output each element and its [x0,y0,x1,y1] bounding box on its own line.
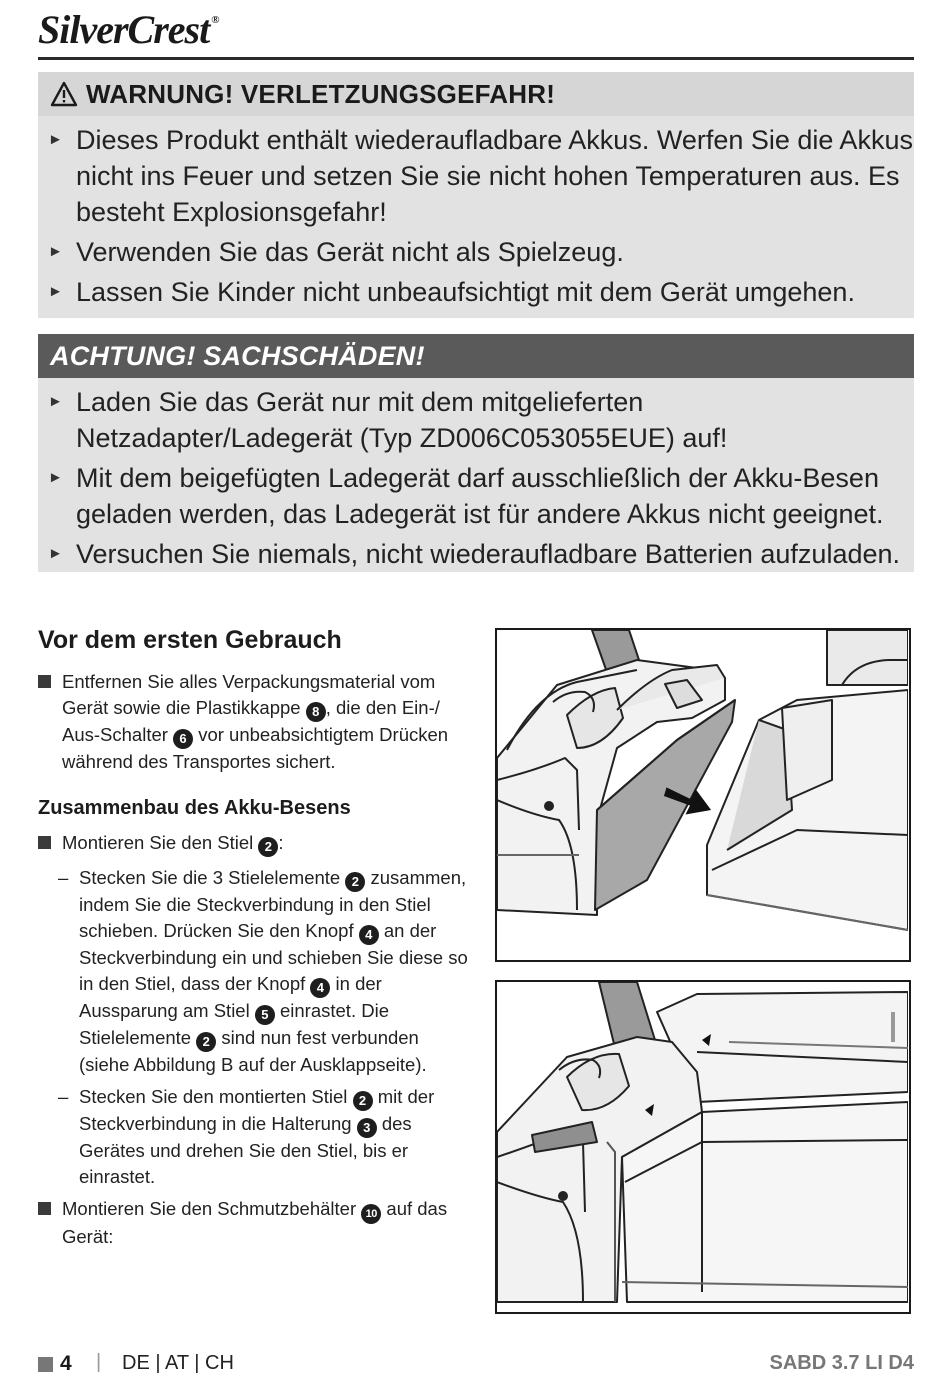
part-number-badge: 5 [255,1005,275,1025]
caution-title: ACHTUNG! SACHSCHÄDEN! [50,340,425,371]
caution-item [38,460,914,532]
part-number-badge: 4 [310,978,330,998]
list-item [38,1196,468,1250]
list-item [38,830,468,857]
sub-list-item [38,1084,468,1190]
text: auf das Gerät: [62,1198,448,1247]
text: Stecken Sie die 3 Stielelemente [79,867,341,888]
caution-item-text: Versuchen Sie niemals, nicht wiederaufladbare Batterien aufzuladen. [76,539,901,569]
text: des Gerätes und drehen Sie den Stiel, bis er einrastet. [79,1113,412,1187]
warning-title: WARNUNG! VERLETZUNGSGEFAHR! [86,78,556,109]
warning-item [38,274,914,310]
warning-triangle-icon [50,81,78,107]
caution-box [38,334,914,572]
caution-header [38,334,914,378]
caution-list [38,378,914,584]
warning-item-text: Dieses Produkt enthält wiederaufladbare Akkus. Werfen Sie die Akkus nicht ins Feuer und setzen Sie sie nicht hohen Temperaturen aus. Es besteht Explosionsgefahr! [76,125,913,227]
text: , die den Ein-/ Aus-Schalter [62,697,440,745]
text: mit der Steckverbindung in die Halterung [79,1086,435,1134]
instructions-column [38,626,468,1250]
text: vor unbeabsichtigtem Drücken während des Transportes sichert. [62,724,449,772]
text: : [278,832,284,853]
broom-assembled-drawing [497,982,908,1311]
warning-item-text: Verwenden Sie das Gerät nicht als Spielzeug. [76,237,624,267]
text: zusammen, indem Sie die Steckverbindung in den Stiel schieben. Drücken Sie den Knopf [79,867,467,941]
arrow-bullet-icon: ► [48,131,63,148]
arrow-bullet-icon: ► [48,283,63,300]
arrow-bullet-icon: ► [48,393,63,410]
square-bullet-icon [38,675,51,688]
part-number-badge: 2 [196,1032,216,1052]
text: in der Aussparung am Stiel [79,973,382,1021]
brand-name: SilverCrest [38,7,210,52]
dash-bullet: – [58,1086,69,1107]
square-marker-icon [38,1357,53,1372]
dash-bullet: – [58,867,69,888]
warning-item [38,234,914,270]
illustration-dust-container [495,628,911,962]
footer-languages: DE | AT | CH [122,1352,234,1374]
text: Montieren Sie den Stiel [62,832,254,853]
part-number-badge: 2 [258,837,278,857]
page-footer [38,1352,914,1378]
text: Entfernen Sie alles Verpackungsmaterial vom Gerät sowie die Plastikkappe [62,671,436,718]
brand-logo [38,6,218,53]
text: an der Steckverbindung ein und schieben Sie diese so in den Stiel, dass der Knopf [79,920,468,994]
part-number-badge: 2 [345,872,365,892]
text: Montieren Sie den Schmutzbehälter [62,1198,357,1219]
caution-item-text: Laden Sie das Gerät nur mit dem mitgelieferten Netzadapter/Ladegerät (Typ ZD006C053055EUE) auf! [76,387,728,453]
part-number-badge: 2 [353,1091,373,1111]
arrow-bullet-icon: ► [48,243,63,260]
arrow-bullet-icon: ► [48,469,63,486]
square-bullet-icon [38,836,51,849]
sub-list-item [38,865,468,1078]
warning-list [38,116,914,322]
caution-item [38,384,914,456]
broom-dust-container-drawing [497,630,908,959]
trademark-symbol: ® [211,14,219,26]
square-bullet-icon [38,1202,51,1215]
footer-model-number: SABD 3.7 LI D4 [769,1352,914,1374]
caution-item-text: Mit dem beigefügten Ladegerät darf ausschließlich der Akku-Besen geladen werden, das Ladegerät ist für andere Akkus nicht geeignet. [76,463,884,529]
part-number-badge: 8 [306,702,326,722]
part-number-badge: 4 [359,925,379,945]
section-heading-assembly: Zusammenbau des Akku-Besens [38,797,351,819]
text: sind nun fest verbunden (siehe Abbildung B auf der Ausklappseite). [79,1027,427,1075]
warning-box [38,72,914,318]
arrow-bullet-icon: ► [48,545,63,562]
part-number-badge: 10 [361,1204,381,1224]
page-number: 4 [60,1352,72,1375]
header-rule [38,57,914,60]
text: einrastet. Die Stielelemente [79,1000,389,1048]
footer-separator: | [96,1351,102,1373]
caution-item [38,536,914,572]
warning-item [38,122,914,230]
section-heading-first-use: Vor dem ersten Gebrauch [38,626,342,654]
part-number-badge: 6 [173,729,193,749]
part-number-badge: 3 [357,1118,377,1138]
warning-item-text: Lassen Sie Kinder nicht unbeaufsichtigt mit dem Gerät umgehen. [76,277,855,307]
illustration-container-attached [495,980,911,1314]
list-item [38,669,468,775]
text: Stecken Sie den montierten Stiel [79,1086,348,1107]
warning-header [38,72,914,116]
